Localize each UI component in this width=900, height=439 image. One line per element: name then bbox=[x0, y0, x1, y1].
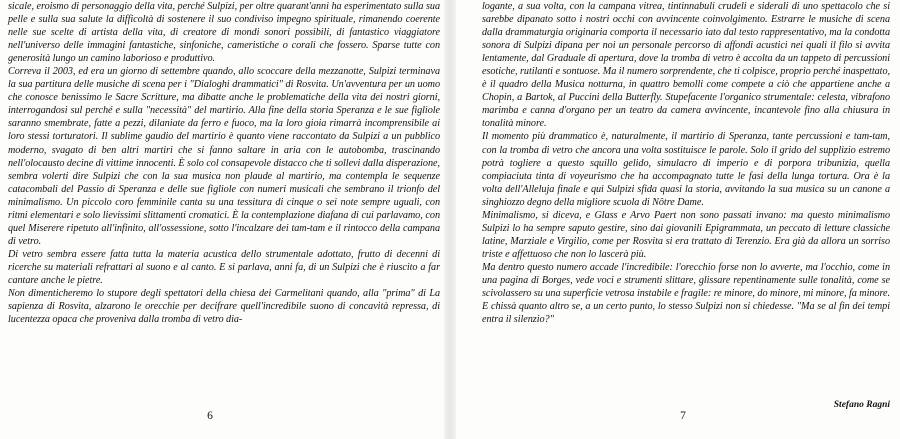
right-page-text bbox=[482, 0, 890, 326]
paragraph: Non dimenticheremo lo stupore degli spettatori della chiesa dei Carmelitani quando, alla "prima" di La sapienza di Rosvita, alzarono le orecchie per decifrare quell'incredibile suono di concavità repressa, di lucentezza opaca che proveniva dalla tromba di vetro dia- bbox=[8, 288, 440, 326]
paragraph: Correva il 2003, ed era un giorno di settembre quando, allo scoccare della mezzanotte, Sulpizi terminava la sua partitura delle musiche di scena per i "Dialoghi drammatici" di Rosvita. Un'avventura per un uomo che conosce benissimo le Sacre Scritture, ma dibatte anche le problematiche della vita dei nostri giorni, interrogandosi sul perché e sulla "necessità" del martirio. Alla fine della storia Speranza e le sue figliole saranno smembrate, fatte a pezzi, dilaniate da ferro e fuoco, ma la loro gioia rimarrà incomprensibile ai loro stessi torturatori. Il sublime gaudio del martirio è quanto viene raccontato da Sulpizi a un pubblico moderno, svagato di ben altri martiri che si fanno saltare in aria con le autobomba, trascinando nell'olocausto decine di vittime innocenti. È solo col consapevole distacco che ti sollevi dalla disperazione, sembra volerti dire Sulpizi che con la sua musica non plaude al martirio, ma contempla le sequenze catacombali del Passio di Speranza e delle sue figliole con numeri musicali che sembrano il trionfo del minimalismo. Un piccolo coro femminile canta su una tessitura di cinque o sei note sempre uguali, con ritmi elementari e solo lievissimi slittamenti cromatici. È la contemplazione diafana di cui parlavamo, con quel Miserere ripetuto all'infinito, all'ossessione, sotto l'incalzare dei tam-tam e il rintocco della campana di vetro. bbox=[8, 66, 440, 247]
left-page bbox=[0, 0, 444, 439]
paragraph: logante, a sua volta, con la campana vitrea, tintinnabuli crudeli e siderali di uno spettacolo che si sarebbe dipanato sotto i nostri occhi con avvincente coinvolgimento. Estrarre le musiche di scena dalla drammaturgia originaria comporta il necessario iato dal testo rappresentativo, ma la condotta sonora di Sulpizi dipana per noi un personale percorso di affondi acustici nei quali il filo si avvita lentamente, dal Graduale di apertura, dove la tromba di vetro è accolta da un tappeto di percussioni esotiche, rutilanti e sontuose. Ma il numero sorprendente, che ti colpisce, proprio perché inaspettato, è il quadro della Musica notturna, in quattro bemolli come compete a ciò che appartiene anche a Chopin, a Bartok, al Puccini della Butterfly. Stupefacente l'organico strumentale: celesta, vibrafono marimba e canna d'organo per un teatro da camera avvincente, incantevole fino alla chiusura in tonalità minore. bbox=[482, 1, 890, 130]
paragraph: Il momento più drammatico è, naturalmente, il martirio di Speranza, tante percussioni e tam-tam, con la tromba di vetro che ancora una volta sostituisce le parole. Solo il grido del supplizio estremo potrà togliere a questo squillo gelido, simulacro di imperio e di porpora tribunizia, quella compiaciuta tinta di voyeurismo che ha accompagnato tutte le fasi della lunga tortura. Ora è la volta dell'Alleluja finale e qui Sulpizi sfida quasi la storia, avvitando la sua musica su un canone a singhiozzo degno della migliore scuola di Nôtre Dame. bbox=[482, 131, 890, 208]
left-page-text bbox=[8, 0, 440, 326]
right-page bbox=[456, 0, 900, 439]
book-gutter bbox=[444, 0, 456, 439]
paragraph: Di vetro sembra essere fatta tutta la materia acustica dello strumentale adottato, frutto di decenni di ricerche su materiali refrattari al suono e al canto. E si parlava, anni fa, di un Sulpizi che è riuscito a far cantare anche le pietre. bbox=[8, 248, 440, 286]
page-number: 7 bbox=[680, 410, 686, 422]
paragraph: Minimalismo, si diceva, e Glass e Arvo Paert non sono passati invano: ma questo minimalismo Sulpizi lo ha sempre saputo gestire, sino dai giovanili Epigrammata, un peccato di letture classiche latine, Marziale e Virgilio, come per Rosvita si era trattato di Terenzio. Era già da allora un sorriso triste e affettuoso che non lo lascerà più. bbox=[482, 209, 890, 260]
author-signature: Stefano Ragni bbox=[833, 400, 890, 410]
paragraph: sicale, eroismo di personaggio della vita, perché Sulpizi, per oltre quarant'anni ha esperimentato sulla sua pelle e sulla sua salute la difficoltà di sostenere il suo condiviso impegno spirituale, rimanendo coerente nelle sue scelte di artista della vita, di creatore di mondi sonori possibili, di fantastico viaggiatore nell'universo delle immagini fantastiche, sinfoniche, cameristiche o corali che fossero. Sparse tutte con generosità lungo un camino laborioso e produttivo. bbox=[8, 1, 440, 65]
paragraph: Ma dentro questo numero accade l'incredibile: l'orecchio forse non lo avverte, ma l'occhio, come in una pagina di Borges, vede voci e strumenti slittare, glissare repentinamente sulle tonalità, come se scivolassero su una superficie vetrosa instabile e fragile: re minore, do minore, mi minore, fa minore. E chissà quanto altro se, a un certo punto, lo stesso Sulpizi non si chiedesse. "Ma se al fin dei tempi entra il silenzio?" bbox=[482, 261, 890, 326]
page-number: 6 bbox=[207, 410, 213, 422]
